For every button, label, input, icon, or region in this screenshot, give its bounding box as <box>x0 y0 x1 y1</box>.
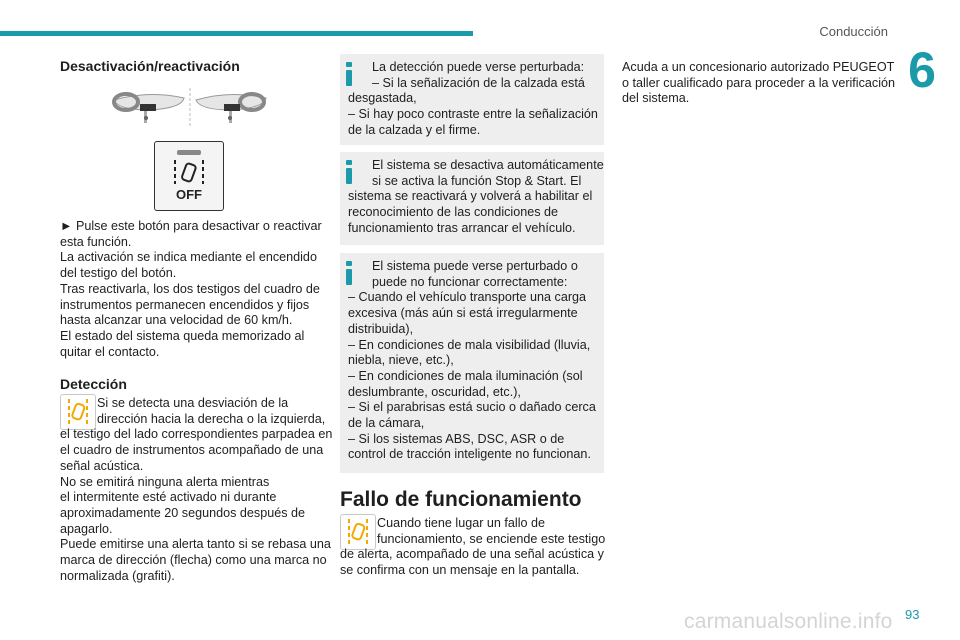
paragraph-deactivation <box>60 219 322 360</box>
text-line: se confirma con un mensaje en la pantalla. <box>340 563 580 578</box>
text-line: esta función. <box>60 234 132 249</box>
heading-malfunction: Fallo de funcionamiento <box>340 488 582 511</box>
text-line: El estado del sistema queda memorizado al <box>60 328 305 343</box>
text-line: funcionamiento tras arrancar el vehículo. <box>348 220 576 235</box>
heading-detection: Detección <box>60 376 127 392</box>
text-line: o taller cualificado para proceder a la verificación <box>622 75 896 90</box>
paragraph-detection <box>60 396 332 584</box>
text-line: distribuida), <box>348 321 414 336</box>
info-box-perturbations <box>340 253 604 473</box>
text-line: si se activa la función Stop & Start. El <box>372 173 582 188</box>
text-line: El sistema se desactiva automáticamente <box>372 158 604 172</box>
paragraph-dealer <box>622 60 895 107</box>
text-line: el cuadro de instrumentos acompañado de una <box>60 443 324 458</box>
text-line: señal acústica. <box>60 458 144 473</box>
text-line: – Si hay poco contraste entre la señalización <box>348 107 598 122</box>
steering-wheel-illustration <box>110 86 336 130</box>
text-line: La detección puede verse perturbada: <box>372 60 585 74</box>
text-line: del testigo del botón. <box>60 266 177 281</box>
text-line: aproximadamente 20 segundos después de <box>60 505 306 520</box>
text-line: No se emitirá ninguna alerta mientras <box>60 474 270 489</box>
text-line: – Si la señalización de la calzada está <box>372 75 585 90</box>
text-line: La activación se indica mediante el encendido <box>60 250 317 265</box>
text-line: desgastada, <box>348 91 417 106</box>
text-line: Puede emitirse una alerta tanto si se rebasa una <box>60 537 331 552</box>
text-line: – Si los sistemas ABS, DSC, ASR o de <box>348 431 565 446</box>
text-line: marca de dirección (flecha) como una marca no <box>60 553 327 568</box>
text-line: excesiva (más aún si está irregularmente <box>348 306 578 321</box>
text-line: de la calzada y el firme. <box>348 122 481 137</box>
text-line: – En condiciones de mala visibilidad (lluvia, <box>348 337 591 352</box>
text-line: Cuando tiene lugar un fallo de <box>377 516 546 530</box>
page-number: 93 <box>905 607 920 622</box>
text-line: El sistema puede verse perturbado o <box>372 259 578 273</box>
text-line: de la cámara, <box>348 416 425 431</box>
header-accent-bar <box>0 31 473 36</box>
text-line: – En condiciones de mala iluminación (sol <box>348 368 583 383</box>
off-label: OFF <box>176 187 202 202</box>
text-line: Tras reactivarla, los dos testigos del cuadro de <box>60 281 320 296</box>
text-line: instrumentos permanecen encendidos y fijos <box>60 297 310 312</box>
text-line: funcionamiento, se enciende este testigo <box>377 531 606 546</box>
info-box-detection <box>340 54 604 145</box>
steering-wheel-icon <box>196 94 266 123</box>
info-box-stop-start <box>340 152 604 245</box>
text-line: hasta alcanzar una velocidad de 60 km/h. <box>60 313 293 328</box>
text-line: el testigo del lado correspondientes parpadea en <box>60 427 333 442</box>
watermark: carmanualsonline.info <box>684 610 893 633</box>
text-line: Acuda a un concesionario autorizado PEUGEOT <box>622 60 895 74</box>
text-line: dirección hacia la derecha o la izquierda, <box>97 411 326 426</box>
text-line: apagarlo. <box>60 521 113 536</box>
text-line: ► Pulse este botón para desactivar o reactivar <box>60 219 322 233</box>
text-line: – Si el parabrisas está sucio o dañado cerca <box>348 400 596 415</box>
text-line: quitar el contacto. <box>60 344 160 359</box>
text-line: – Cuando el vehículo transporte una carga <box>348 290 587 305</box>
heading-deactivation: Desactivación/reactivación <box>60 58 240 74</box>
steering-wheel-icon <box>114 94 184 123</box>
text-line: el intermitente esté activado ni durante <box>60 490 277 505</box>
text-line: normalizada (grafiti). <box>60 568 175 583</box>
text-line: puede no funcionar correctamente: <box>372 274 568 289</box>
text-line: de alerta, acompañado de una señal acústica y <box>340 547 604 562</box>
text-line: control de tracción inteligente no funcionan. <box>348 447 591 462</box>
lane-off-button-icon <box>154 141 224 211</box>
text-line: sistema se reactivará y volverá a habilitar el <box>348 189 593 204</box>
text-line: niebla, nieve, etc.), <box>348 353 454 368</box>
text-line: deslumbrante, oscuridad, etc.), <box>348 384 521 399</box>
text-line: del sistema. <box>622 91 690 106</box>
chapter-number: 6 <box>908 42 936 98</box>
text-line: reconocimiento de las condiciones de <box>348 205 559 220</box>
paragraph-malfunction <box>340 516 605 579</box>
text-line: Si se detecta una desviación de la <box>97 396 289 410</box>
section-title: Conducción <box>819 24 888 39</box>
